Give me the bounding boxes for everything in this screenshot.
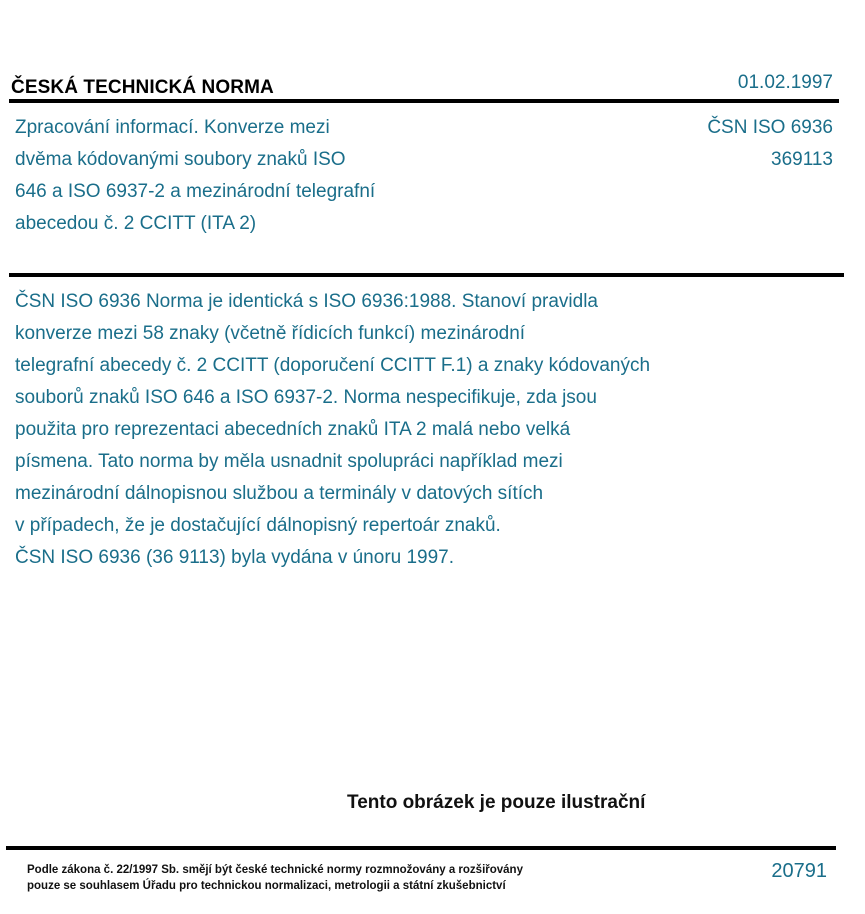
subject-line: Zpracování informací. Konverze mezi — [15, 117, 330, 138]
footer-divider — [6, 846, 836, 850]
legal-line: pouze se souhlasem Úřadu pro technickou normalizaci, metrologii a státní zkušebnictví — [27, 880, 506, 892]
document-type-title: ČESKÁ TECHNICKÁ NORMA — [11, 77, 274, 98]
abstract-line: písmena. Tato norma by měla usnadnit spolupráci například mezi — [15, 451, 563, 472]
abstract-line: použita pro reprezentaci abecedních znaků ITA 2 malá nebo velká — [15, 419, 571, 440]
standard-abstract — [15, 286, 815, 574]
publication-date: 01.02.1997 — [737, 72, 833, 93]
abstract-line: konverze mezi 58 znaky (včetně řídicích funkcí) mezinárodní — [15, 323, 526, 344]
abstract-line: ČSN ISO 6936 (36 9113) byla vydána v únoru 1997. — [15, 547, 455, 568]
abstract-line: v případech, že je dostačující dálnopisný repertoár znaků. — [15, 515, 501, 536]
standard-designation: ČSN ISO 6936 — [707, 117, 833, 138]
classification-number: 369113 — [771, 149, 833, 170]
abstract-line: souborů znaků ISO 646 a ISO 6937-2. Norma nespecifikuje, zda jsou — [15, 387, 597, 408]
subject-line: 646 a ISO 6937-2 a mezinárodní telegrafní — [15, 181, 376, 202]
abstract-line: telegrafní abecedy č. 2 CCITT (doporučení CCITT F.1) a znaky kódovaných — [15, 355, 651, 376]
standard-codes — [707, 112, 833, 176]
abstract-line: mezinárodní dálnopisnou službou a terminály v datových sítích — [15, 483, 544, 504]
legal-line: Podle zákona č. 22/1997 Sb. smějí být české technické normy rozmnožovány a rozšiřovány — [27, 864, 523, 876]
illustration-note: Tento obrázek je pouze ilustrační — [347, 792, 646, 813]
header-divider — [9, 99, 839, 103]
legal-notice — [27, 862, 523, 894]
subject-line: dvěma kódovanými soubory znaků ISO — [15, 149, 346, 170]
abstract-line: ČSN ISO 6936 Norma je identická s ISO 6936:1988. Stanoví pravidla — [15, 291, 598, 312]
document-number: 20791 — [771, 860, 827, 882]
standard-subject — [15, 112, 535, 240]
section-divider — [9, 273, 844, 277]
subject-line: abecedou č. 2 CCITT (ITA 2) — [15, 213, 257, 234]
